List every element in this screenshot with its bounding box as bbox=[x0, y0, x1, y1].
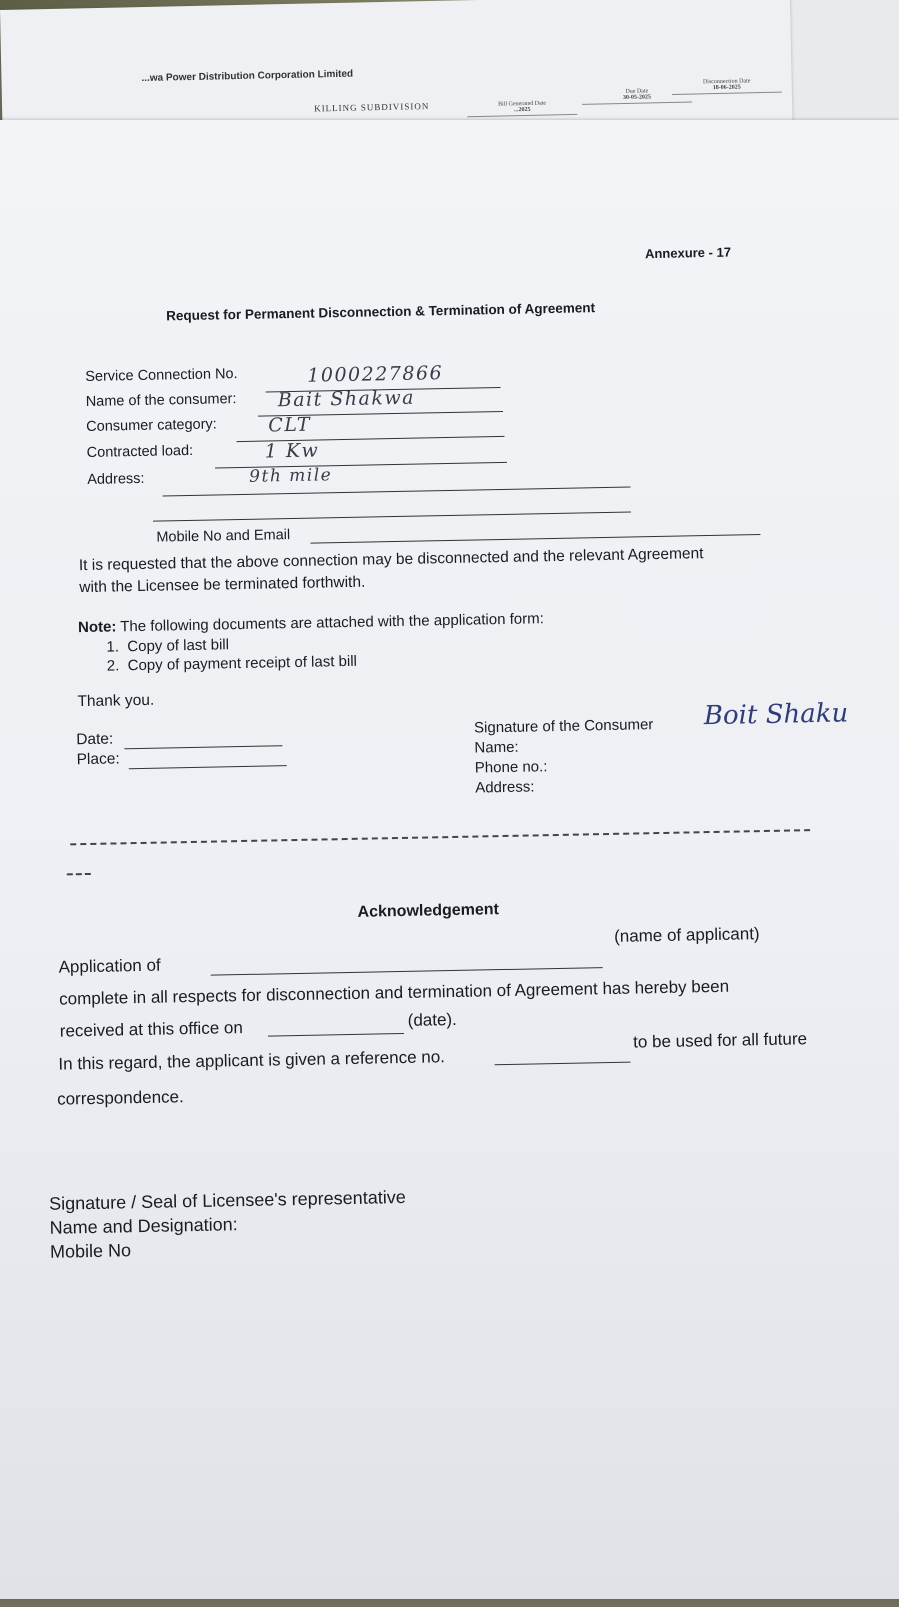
acknowledgement-title: Acknowledgement bbox=[357, 901, 500, 921]
mobile-email-line bbox=[310, 534, 760, 544]
signature-label: Signature of the Consumer bbox=[473, 716, 654, 737]
thank-you: Thank you. bbox=[77, 691, 155, 711]
note-item-1-text: Copy of last bill bbox=[127, 636, 230, 656]
note-text: The following documents are attached with the application form: bbox=[120, 610, 544, 636]
cut-line bbox=[70, 829, 810, 845]
received-date-line bbox=[268, 1033, 404, 1037]
load-value: 1 Kw bbox=[264, 439, 320, 463]
licensee-mobile: Mobile No bbox=[49, 1240, 132, 1262]
due-date-label: Due Date bbox=[625, 88, 649, 95]
load-label: Contracted load: bbox=[86, 442, 194, 461]
category-value: CLT bbox=[268, 413, 312, 437]
licensee-signature-label: Signature / Seal of Licensee's representative bbox=[48, 1186, 406, 1214]
date-hint: (date). bbox=[407, 1009, 457, 1030]
subdivision-name: KILLING SUBDIVISION bbox=[314, 101, 430, 114]
note-item-2: 2. Copy of payment receipt of last bill bbox=[106, 652, 358, 675]
note-label: Note: bbox=[77, 618, 117, 637]
address-line-1 bbox=[163, 487, 631, 497]
mobile-email-label: Mobile No and Email bbox=[156, 527, 291, 546]
date-line bbox=[124, 745, 282, 749]
company-name: ...wa Power Distribution Corporation Limited bbox=[141, 68, 354, 85]
background-sheet-right bbox=[779, 0, 899, 130]
place-line bbox=[129, 765, 287, 769]
future-use-text: to be used for all future bbox=[632, 1029, 808, 1052]
note-item-1: 1. Copy of last bill bbox=[106, 636, 230, 656]
consumer-address-label: Address: bbox=[475, 778, 535, 797]
service-connection-label: Service Connection No. bbox=[85, 366, 238, 385]
name-label: Name: bbox=[474, 738, 519, 757]
service-connection-value: 1000227866 bbox=[307, 362, 444, 387]
applicant-name-line bbox=[211, 967, 603, 976]
application-of-label: Application of bbox=[58, 955, 161, 977]
consumer-signature: Boit Shaku bbox=[703, 698, 849, 732]
address-label: Address: bbox=[87, 470, 145, 488]
address-value: 9th mile bbox=[249, 465, 333, 487]
name-of-applicant-hint: (name of applicant) bbox=[613, 924, 760, 946]
date-label: Date: bbox=[76, 730, 114, 749]
due-date-value: 30-05-2025 bbox=[622, 94, 652, 101]
category-label: Consumer category: bbox=[86, 416, 217, 435]
phone-label: Phone no.: bbox=[474, 758, 548, 777]
reference-line bbox=[495, 1062, 631, 1066]
bill-generated-label: Bill Generated Date bbox=[498, 100, 547, 108]
consumer-name-label: Name of the consumer: bbox=[85, 391, 237, 410]
disconnection-date-cell bbox=[672, 78, 782, 95]
disconnection-date-value: 18-06-2025 bbox=[712, 84, 741, 92]
ack-line-2: complete in all respects for disconnection and termination of Agreement has hereby been bbox=[59, 976, 730, 1009]
disconnection-date-label: Disconnection Date bbox=[702, 78, 751, 86]
place-label: Place: bbox=[76, 750, 120, 769]
application-form-page bbox=[0, 120, 899, 1599]
licensee-name-designation: Name and Designation: bbox=[49, 1214, 238, 1238]
annexure-label: Annexure - 17 bbox=[644, 244, 732, 262]
form-title: Request for Permanent Disconnection & Termination of Agreement bbox=[165, 300, 596, 324]
request-line-2: with the Licensee be terminated forthwith. bbox=[79, 573, 366, 597]
bill-generated-cell bbox=[467, 100, 577, 117]
bill-generated-value: ...2025 bbox=[513, 106, 531, 114]
note bbox=[78, 610, 544, 636]
address-line-2 bbox=[153, 512, 631, 522]
note-item-2-text: Copy of payment receipt of last bill bbox=[127, 652, 358, 675]
request-line-1: It is requested that the above connection may be disconnected and the relevant Agreement bbox=[78, 545, 704, 575]
reference-label: In this regard, the applicant is given a reference no. bbox=[58, 1047, 446, 1074]
cut-line-stub bbox=[67, 873, 91, 875]
received-at-label: received at this office on bbox=[59, 1018, 243, 1041]
correspondence-text: correspondence. bbox=[56, 1087, 184, 1109]
consumer-name-value: Bait Shakwa bbox=[277, 386, 416, 412]
